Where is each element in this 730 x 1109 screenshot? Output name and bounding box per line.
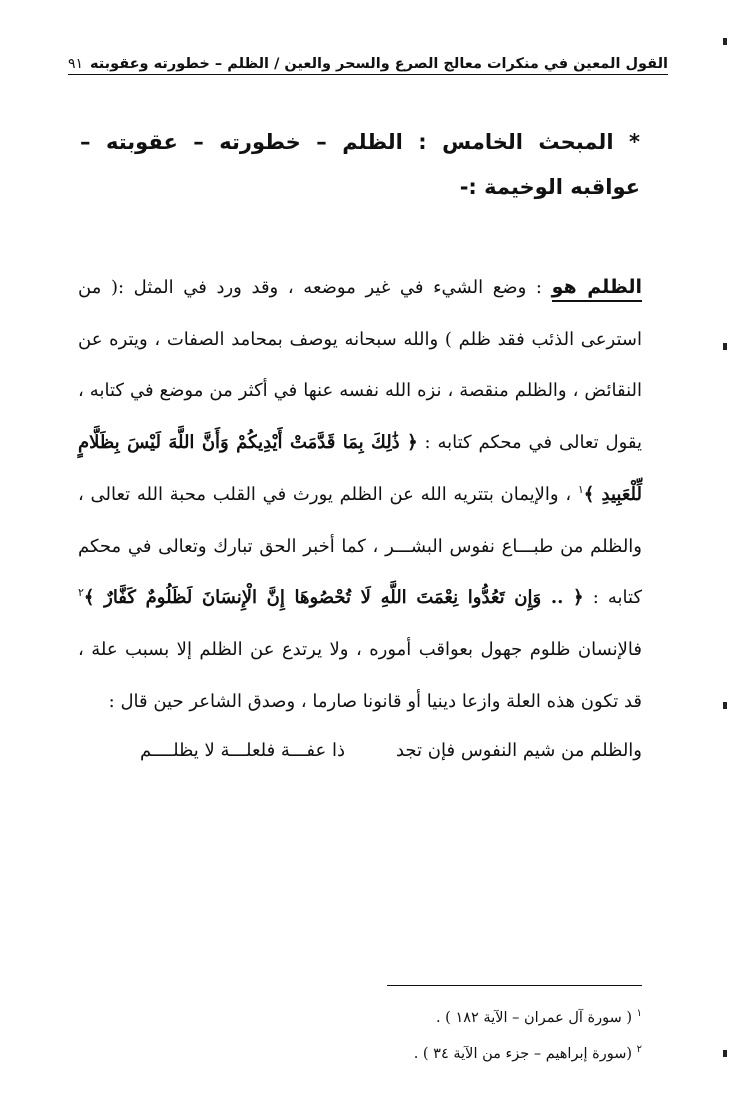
asterisk-marker: * xyxy=(629,130,640,154)
section-heading-text: المبحث الخامس : الظلم – خطورته – عقوبته – عواقبه الوخيمة :- xyxy=(80,130,640,199)
scan-edge-mark xyxy=(723,38,727,45)
footnote-text: (سورة إبراهيم – جزء من الآية ٣٤ ) . xyxy=(413,1045,633,1062)
poetry-verse xyxy=(140,740,642,761)
defined-term: الظلم هو xyxy=(552,276,642,302)
footnote-ref-1: ١ xyxy=(577,482,584,496)
paragraph-text-1: : وضع الشيء في غير موضعه ، وقد ورد في المثل :( من استرعى الذئب فقد ظلم ) والله سبحانه يوصف بمحامد الصفات ، ويتره عن النقائض ، والظلم منقصة ، نزه الله نفسه عنها في أكثر من موضع في كتابه ، يقول تعالى في محكم كتابه : xyxy=(78,277,643,454)
footnote-mark: ١ xyxy=(636,1008,642,1019)
footnote-1 xyxy=(414,998,642,1034)
footnotes xyxy=(414,998,642,1070)
section-heading xyxy=(80,120,640,210)
quran-verse-2: ﴿ .. وَإِن تَعُدُّوا نِعْمَتَ اللَّهِ لَا تُحْصُوهَا إِنَّ الْإِنسَانَ لَظَلُومٌ كَفَّارٌ ﴾ xyxy=(83,587,584,609)
scan-edge-mark xyxy=(723,702,727,709)
paragraph-text-2: ، والإيمان بتتريه الله عن الظلم يورث في القلب محبة الله تعالى ، والظلم من طبـــاع نفوس البشـــر ، كما أخبر الحق تبارك وتعالى في محكم كتابه : xyxy=(78,483,643,609)
footnote-ref-2: ٢ xyxy=(78,586,84,600)
footnote-mark: ٢ xyxy=(636,1043,642,1055)
paragraph-text-3: فالإنسان ظلوم جهول بعواقب أموره ، ولا يرتدع عن الظلم إلا بسبب علة ، قد تكون هذه العلة وازعا دينيا أو قانونا صارما ، وصدق الشاعر حين قال : xyxy=(78,638,642,712)
scan-edge-mark xyxy=(723,343,727,350)
scan-edge-mark xyxy=(723,1050,727,1057)
verse-second-hemistich: ذا عفـــة فلعلـــة لا يظلــــم xyxy=(140,740,345,761)
running-title: القول المعين في منكرات معالج الصرع والسحر والعين / الظلم – خطورته وعقوبته xyxy=(89,56,668,72)
footnote-text: ( سورة آل عمران – الآية ١٨٢ ) . xyxy=(435,1009,633,1026)
page-number: ٩١ xyxy=(68,56,84,72)
body-paragraph xyxy=(78,262,642,727)
footnote-2 xyxy=(414,1034,642,1070)
footnote-divider xyxy=(387,985,642,986)
quran-verse-1: ﴿ ذَٰلِكَ بِمَا قَدَّمَتْ أَيْدِيكُمْ وَأَنَّ اللَّهَ لَيْسَ بِظَلَّامٍ لِّلْعَبِيدِ ﴾ xyxy=(78,432,642,505)
running-header xyxy=(68,44,668,75)
verse-first-hemistich: والظلم من شيم النفوس فإن تجد xyxy=(395,740,642,761)
